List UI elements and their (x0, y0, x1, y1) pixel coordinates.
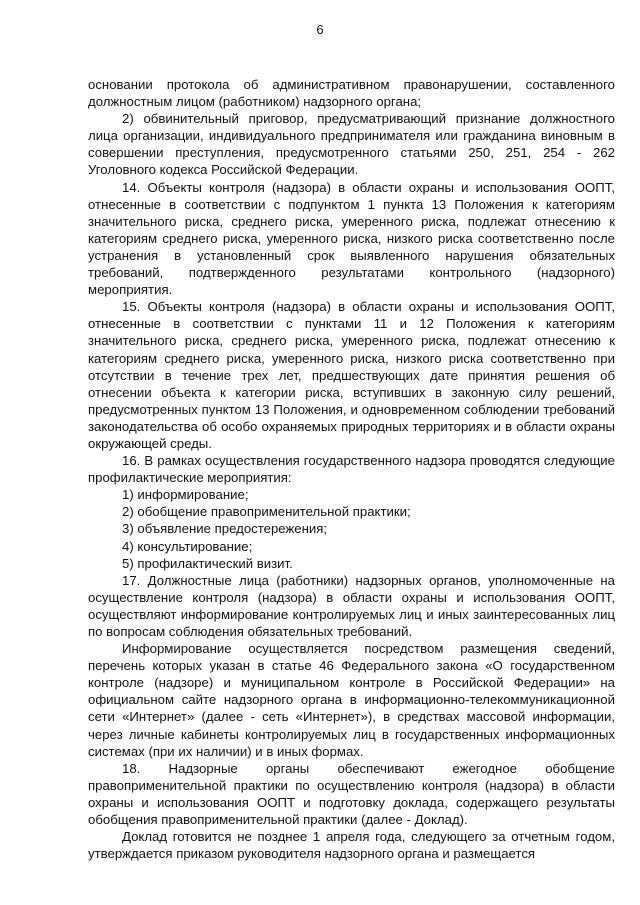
list-item: 5) профилактический визит. (122, 555, 293, 571)
document-body (88, 76, 615, 862)
paragraph-14: 14. Объекты контроля (надзора) в области охраны и использования ООПТ, отнесенные в соответствии с подпунктом 1 пункта 13 Положения к категориям значительного риска, среднего риска, умеренного риска, подлежат отнесению к категориям среднего риска, умеренного риска, низкого риска соответственно после устранения в установленный срок выявленного нарушения обязательных требований, подтвержденного результатами контрольного (надзорного) мероприятия. (88, 179, 615, 298)
paragraph-18: 18. Надзорные органы обеспечивают ежегодное обобщение правоприменительной практики по осуществлению контроля (надзора) в области охраны и использования ООПТ и подготовку доклада, содержащего результаты обобщения правоприменительной практики (далее - Доклад). (88, 760, 615, 828)
paragraph-17: 17. Должностные лица (работники) надзорных органов, уполномоченные на осуществление контроля (надзора) в области охраны и использования ООПТ, осуществляют информирование контролируемых лиц и иных заинтересованных лиц по вопросам соблюдения обязательных требований. (88, 572, 615, 639)
paragraph-informing: Информирование осуществляется посредством размещения сведений, перечень которых указан в статье 46 Федерального закона «О государственном контроле (надзоре) и муниципальном контроле в Российской Федерации» на официальном сайте надзорного органа в информационно-телекоммуникационной сети «Интернет» (далее - сеть «Интернет»), в средствах массовой информации, через личные кабинеты контролируемых лиц в государственных информационных системах (при их наличии) и в иных формах. (88, 641, 615, 759)
page-number: 6 (316, 22, 324, 37)
paragraph-16: 16. В рамках осуществления государственного надзора проводятся следующие профилактические мероприятия: (88, 453, 615, 486)
paragraph-item-2: 2) обвинительный приговор, предусматривающий признание должностного лица организации, индивидуального предпринимателя или гражданина виновным в совершении преступления, предусмотренного статьями 250, 251, 254 - 262 Уголовного кодекса Российской Федерации. (88, 111, 615, 178)
paragraph-15: 15. Объекты контроля (надзора) в области охраны и использования ООПТ, отнесенные в соответствии с пунктами 11 и 12 Положения к категориям значительного риска, среднего риска, умеренного риска, подлежат отнесению к категориям среднего риска, умеренного риска, низкого риска соответственно при отсутствии в течение трех лет, предшествующих дате принятия решения об отнесении объекта к категории риска, вступивших в законную силу решений, предусмотренных пунктом 13 Положения, и одновременном соблюдении требований законодательства об особо охраняемых природных территориях и в области охраны окружающей среды. (88, 299, 615, 451)
list-item: 2) обобщение правоприменительной практики; (122, 504, 411, 520)
paragraph-report: Доклад готовится не позднее 1 апреля года, следующего за отчетным годом, утверждается приказом руководителя надзорного органа и размещается (88, 829, 615, 862)
list-item: 4) консультирование; (122, 538, 253, 554)
paragraph-continuation: основании протокола об административном правонарушении, составленного должностным лицом (работником) надзорного органа; (88, 77, 615, 110)
list-item: 1) информирование; (122, 487, 249, 503)
list-item: 3) объявление предостережения; (122, 521, 328, 537)
